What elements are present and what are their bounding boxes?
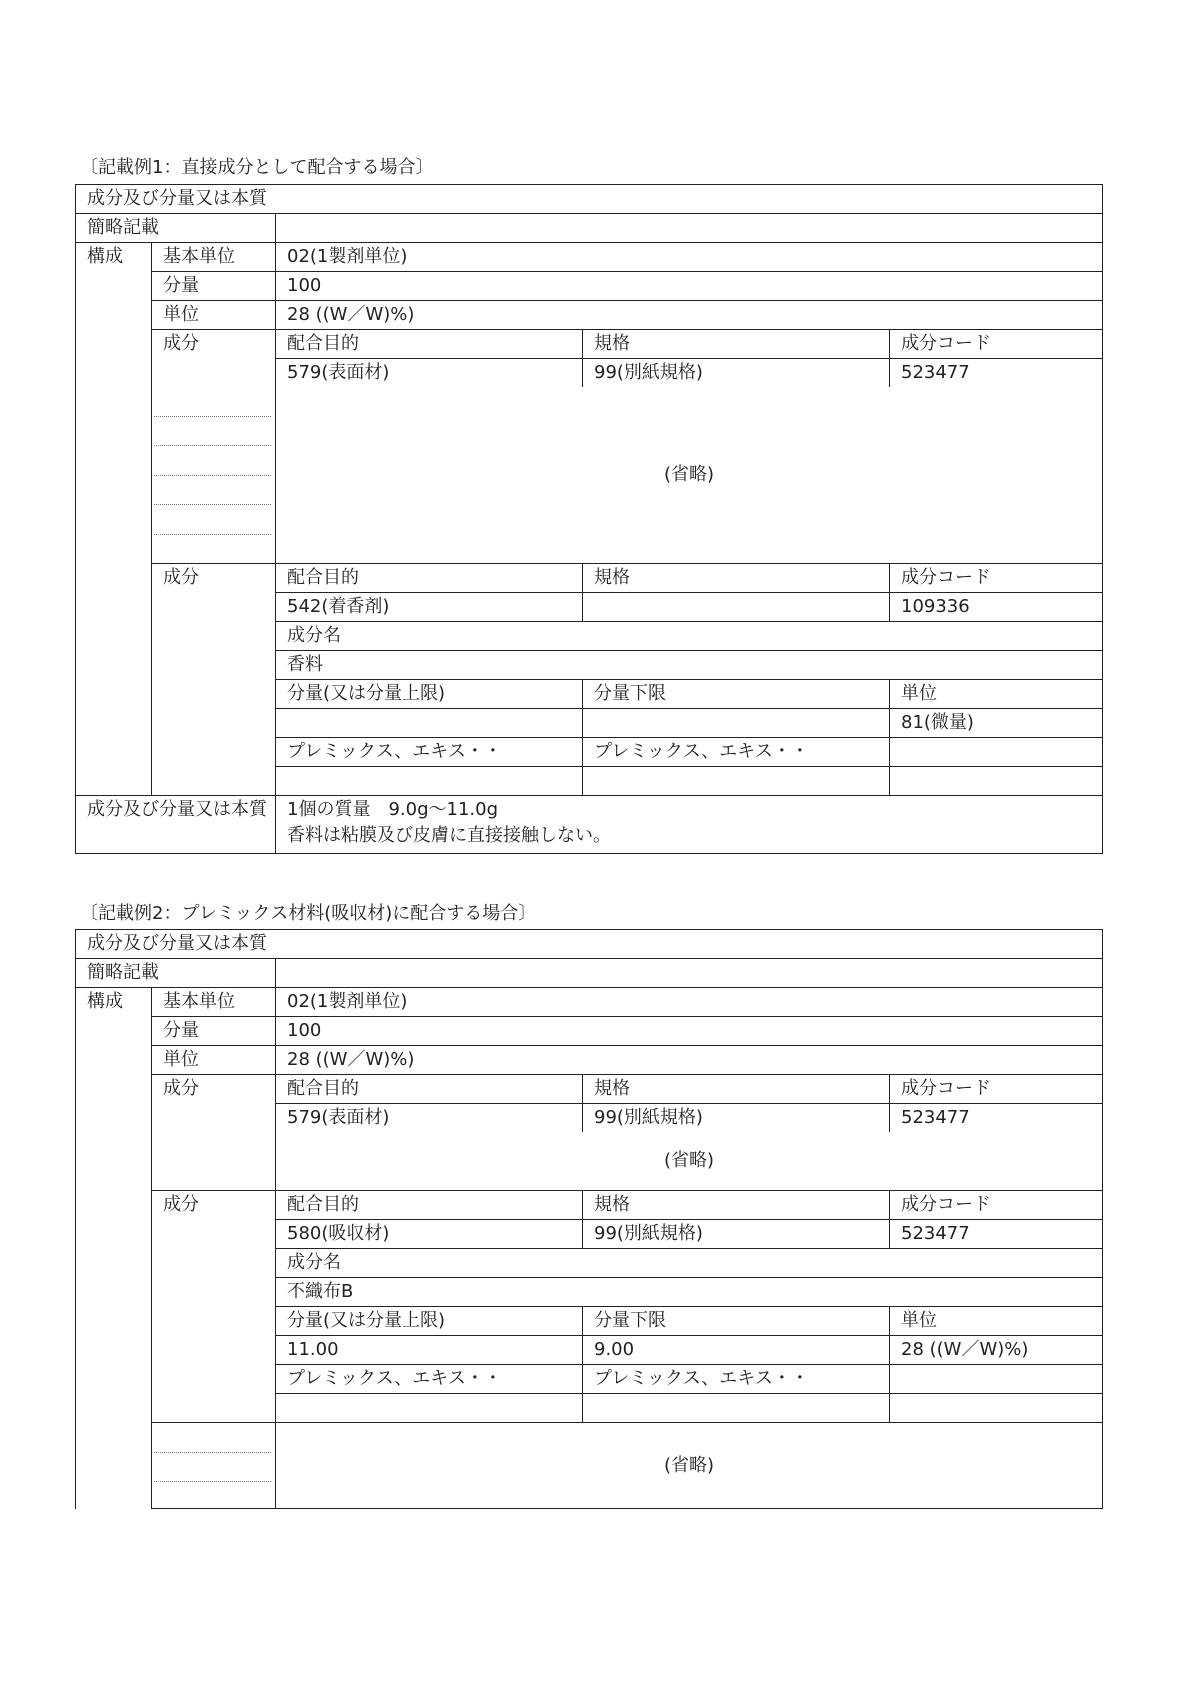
col-header: 配合目的 [276, 564, 583, 593]
cell: 81(微量) [890, 709, 1103, 738]
composition-label: 構成 [76, 988, 152, 1509]
cell: 28 ((W／W)%) [890, 1336, 1103, 1365]
col-header: 規格 [583, 564, 890, 593]
cell: 579(表面材) [276, 359, 583, 388]
cell: 523477 [890, 1104, 1103, 1133]
cell: 99(別紙規格) [583, 1104, 890, 1133]
cell [583, 1394, 890, 1423]
table-header: 成分及び分量又は本質 [76, 185, 1103, 214]
brief-label: 簡略記載 [76, 959, 276, 988]
cell: 542(着香剤) [276, 593, 583, 622]
example2-caption: 〔記載例2：プレミックス材料(吸収材)に配合する場合〕 [80, 903, 537, 924]
footer-label: 成分及び分量又は本質 [76, 796, 276, 854]
col-header: 配合目的 [276, 1075, 583, 1104]
cell: 523477 [890, 1220, 1103, 1249]
cell [890, 1394, 1103, 1423]
component-label: 成分 [152, 330, 276, 388]
col-header: 単位 [890, 680, 1103, 709]
composition-label: 構成 [76, 243, 152, 796]
brief-label: 簡略記載 [76, 214, 276, 243]
col-header: 成分コード [890, 330, 1103, 359]
col-header: 配合目的 [276, 1191, 583, 1220]
example1-caption: 〔記載例1：直接成分として配合する場合〕 [80, 157, 434, 178]
name-label: 成分名 [276, 622, 1103, 651]
cell [583, 709, 890, 738]
omitted-note: (省略) [276, 1423, 1103, 1509]
component-label: 成分 [152, 564, 276, 796]
omitted-rows-dotted [152, 1423, 276, 1509]
cell: 109336 [890, 593, 1103, 622]
quantity-value: 100 [276, 272, 1103, 301]
cell: プレミックス、エキス・・ [583, 1365, 890, 1394]
quantity-value: 100 [276, 1017, 1103, 1046]
name-label: 成分名 [276, 1249, 1103, 1278]
col-header: 成分コード [890, 1191, 1103, 1220]
cell [276, 709, 583, 738]
omitted-note: (省略) [276, 387, 1103, 564]
col-header: 分量(又は分量上限) [276, 680, 583, 709]
example1-table [75, 184, 1103, 854]
col-header: 規格 [583, 1191, 890, 1220]
component-label: 成分 [152, 1191, 276, 1423]
cell: プレミックス、エキス・・ [276, 738, 583, 767]
cell: 580(吸収材) [276, 1220, 583, 1249]
cell [890, 738, 1103, 767]
quantity-label: 分量 [152, 1017, 276, 1046]
omitted-note: (省略) [276, 1132, 1103, 1191]
cell: 579(表面材) [276, 1104, 583, 1133]
col-header: 成分コード [890, 1075, 1103, 1104]
col-header: 規格 [583, 330, 890, 359]
basic-unit-value: 02(1製剤単位) [276, 243, 1103, 272]
cell: 99(別紙規格) [583, 1220, 890, 1249]
component-label: 成分 [152, 1075, 276, 1191]
cell: プレミックス、エキス・・ [583, 738, 890, 767]
col-header: 規格 [583, 1075, 890, 1104]
name-value: 香料 [276, 651, 1103, 680]
basic-unit-value: 02(1製剤単位) [276, 988, 1103, 1017]
cell [276, 1394, 583, 1423]
footer-line: 香料は粘膜及び皮膚に直接接触しない。 [287, 825, 611, 846]
omitted-rows-dotted [152, 387, 276, 564]
col-header: 成分コード [890, 564, 1103, 593]
cell [276, 767, 583, 796]
footer-line: 1個の質量 9.0g～11.0g [287, 799, 499, 820]
cell: 523477 [890, 359, 1103, 388]
cell [583, 767, 890, 796]
unit-value: 28 ((W／W)%) [276, 1046, 1103, 1075]
basic-unit-label: 基本単位 [152, 988, 276, 1017]
cell [890, 1365, 1103, 1394]
cell: 11.00 [276, 1336, 583, 1365]
unit-value: 28 ((W／W)%) [276, 301, 1103, 330]
cell [583, 593, 890, 622]
cell: プレミックス、エキス・・ [276, 1365, 583, 1394]
unit-label: 単位 [152, 301, 276, 330]
col-header: 単位 [890, 1307, 1103, 1336]
col-header: 分量下限 [583, 680, 890, 709]
cell [890, 767, 1103, 796]
table-header: 成分及び分量又は本質 [76, 930, 1103, 959]
cell: 9.00 [583, 1336, 890, 1365]
basic-unit-label: 基本単位 [152, 243, 276, 272]
example2-table [75, 929, 1103, 1509]
col-header: 分量(又は分量上限) [276, 1307, 583, 1336]
footer-value [276, 796, 1103, 854]
col-header: 配合目的 [276, 330, 583, 359]
unit-label: 単位 [152, 1046, 276, 1075]
col-header: 分量下限 [583, 1307, 890, 1336]
brief-value [276, 959, 1103, 988]
cell: 99(別紙規格) [583, 359, 890, 388]
quantity-label: 分量 [152, 272, 276, 301]
name-value: 不織布B [276, 1278, 1103, 1307]
brief-value [276, 214, 1103, 243]
